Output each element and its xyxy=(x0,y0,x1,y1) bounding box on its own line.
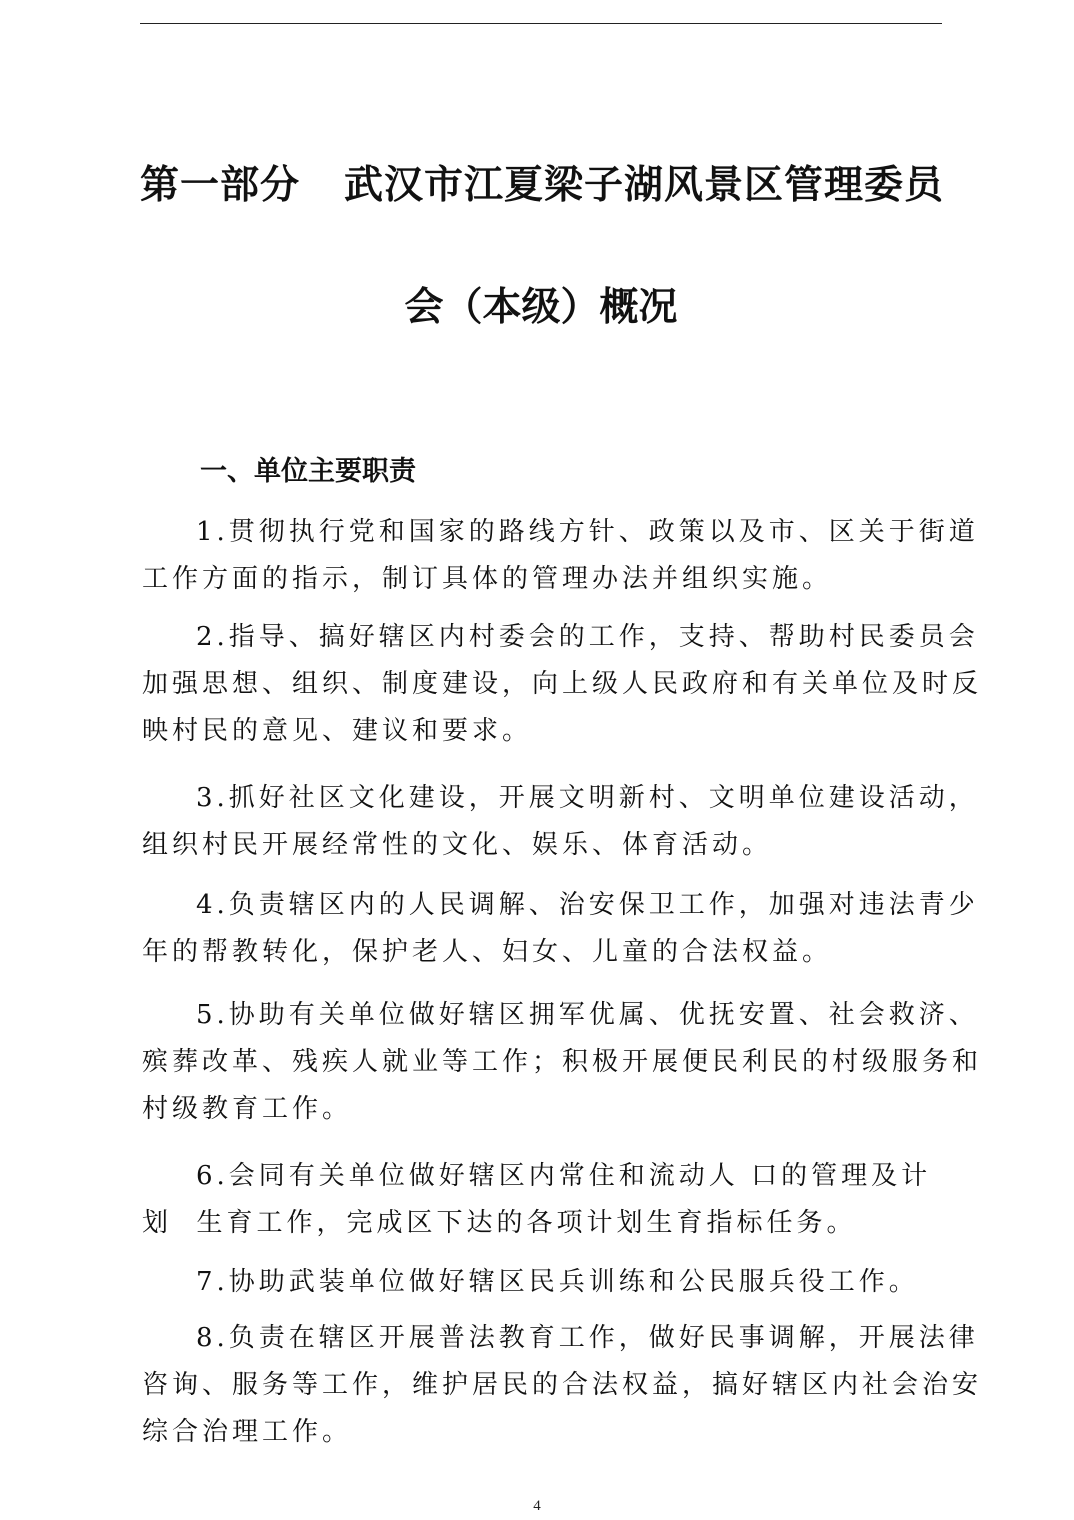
duty-paragraph-6 xyxy=(142,1153,942,1247)
title-part-label: 第一部分 xyxy=(140,163,301,208)
paragraph-line: 2.指导、搞好辖区内村委会的工作，支持、帮助村民委员会 xyxy=(196,622,979,652)
paragraph-line: 综合治理工作。 xyxy=(142,1417,353,1447)
page-number: 4 xyxy=(533,1498,541,1514)
duty-paragraph-7 xyxy=(142,1259,942,1306)
paragraph-line: 年的帮教转化，保护老人、妇女、儿童的合法权益。 xyxy=(142,937,833,967)
section-heading: 一、单位主要职责 xyxy=(200,456,416,487)
paragraph-line: 5.协助有关单位做好辖区拥军优属、优抚安置、社会救济、 xyxy=(196,1000,979,1030)
paragraph-line: 映村民的意见、建议和要求。 xyxy=(142,716,533,746)
paragraph-line: 划 生育工作，完成区下达的各项计划生育指标任务。 xyxy=(142,1208,857,1238)
paragraph-line: 村级教育工作。 xyxy=(142,1094,353,1124)
paragraph-line: 1.贯彻执行党和国家的路线方针、政策以及市、区关于街道 xyxy=(196,517,979,547)
duty-paragraph-8 xyxy=(142,1315,983,1456)
title-unit-name: 武汉市江夏梁子湖风景区管理委员 xyxy=(344,163,945,208)
duty-paragraph-4 xyxy=(142,882,979,976)
paragraph-line: 殡葬改革、残疾人就业等工作；积极开展便民利民的村级服务和 xyxy=(142,1047,983,1077)
paragraph-line: 8.负责在辖区开展普法教育工作，做好民事调解，开展法律 xyxy=(196,1323,979,1353)
duty-paragraph-2 xyxy=(142,614,983,755)
paragraph-line: 7.协助武装单位做好辖区民兵训练和公民服兵役工作。 xyxy=(196,1267,919,1297)
duty-paragraph-3 xyxy=(142,775,979,869)
header-rule xyxy=(140,23,942,24)
paragraph-line: 6.会同有关单位做好辖区内常住和流动人 口的管理及计 xyxy=(196,1161,932,1191)
page-title-line-1 xyxy=(140,162,945,210)
paragraph-line: 工作方面的指示，制订具体的管理办法并组织实施。 xyxy=(142,564,833,594)
paragraph-line: 组织村民开展经常性的文化、娱乐、体育活动。 xyxy=(142,830,773,860)
page-title-line-2: 会（本级）概况 xyxy=(404,285,678,330)
duty-paragraph-5 xyxy=(142,992,983,1133)
paragraph-line: 4.负责辖区内的人民调解、治安保卫工作，加强对违法青少 xyxy=(196,890,979,920)
paragraph-line: 3.抓好社区文化建设，开展文明新村、文明单位建设活动， xyxy=(196,783,979,813)
paragraph-line: 咨询、服务等工作，维护居民的合法权益，搞好辖区内社会治安 xyxy=(142,1370,983,1400)
duty-paragraph-1 xyxy=(142,509,979,603)
paragraph-line: 加强思想、组织、制度建设，向上级人民政府和有关单位及时反 xyxy=(142,669,983,699)
